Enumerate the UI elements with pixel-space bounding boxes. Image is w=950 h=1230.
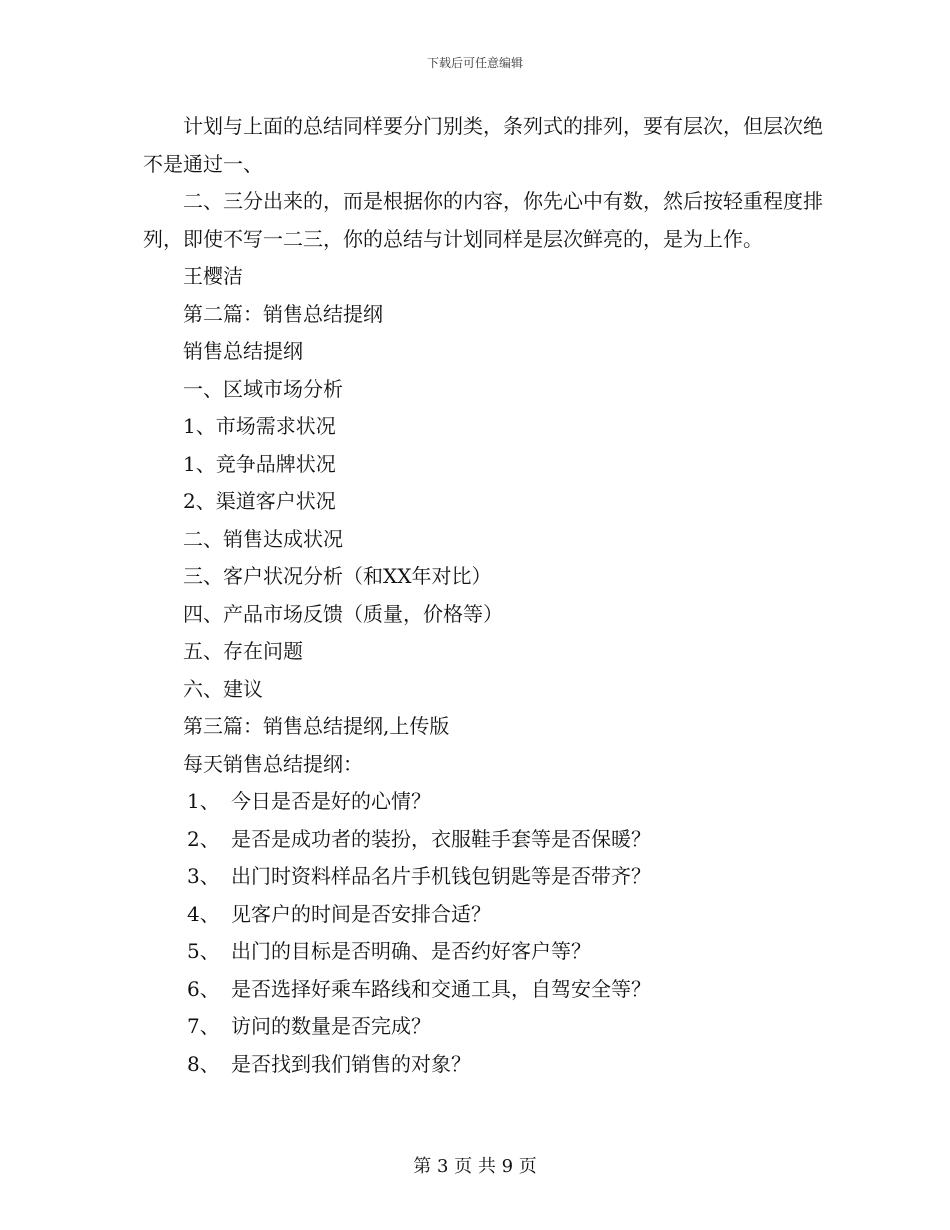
page-header: 下载后可任意编辑: [426, 56, 523, 70]
outline-item: 2、渠道客户状况: [183, 489, 336, 513]
document-body: [143, 108, 823, 1083]
checklist-item: [143, 971, 823, 1009]
paragraph: 二、三分出来的，而是根据你的内容，你先心中有数，然后按轻重程度排列，即使不写一二三，你的总结与计划同样是层次鲜亮的，是为上作。: [143, 189, 823, 251]
outline-item: 一、区域市场分析: [183, 376, 343, 401]
outline-item: 1、竞争品牌状况: [183, 451, 336, 476]
item-text: 出门的目标是否明确、是否约好客户等？: [231, 939, 591, 963]
item-number: 3、: [187, 864, 220, 888]
item-number: 7、: [187, 1014, 220, 1038]
checklist-item: [143, 896, 823, 934]
item-text: 访问的数量是否完成？: [231, 1014, 431, 1038]
checklist-item: [143, 1008, 823, 1046]
item-text: 是否是成功者的装扮，衣服鞋手套等是否保暖？: [231, 826, 651, 851]
item-number: 4、: [187, 901, 220, 926]
outline-item: 四、产品市场反馈（质量，价格等）: [183, 601, 503, 626]
section-title: 第二篇：销售总结提纲: [183, 301, 383, 326]
item-text: 是否选择好乘车路线和交通工具，自驾安全等？: [231, 976, 651, 1001]
checklist: [143, 783, 823, 1083]
item-text: 出门时资料样品名片手机钱包钥匙等是否带齐？: [231, 864, 651, 888]
checklist-title: 每天销售总结提纲：: [183, 751, 363, 776]
outline-item: 五、存在问题: [183, 639, 303, 663]
outline-item: 三、客户状况分析（和XX年对比）: [183, 564, 492, 588]
checklist-item: [143, 933, 823, 971]
page-footer: 第 3 页 共 9 页: [413, 1156, 537, 1177]
checklist-item: [143, 821, 823, 859]
checklist-item: [143, 783, 823, 821]
item-number: 1、: [187, 789, 220, 813]
author-name: 王樱洁: [183, 264, 243, 288]
item-text: 今日是否是好的心情？: [231, 789, 431, 813]
item-number: 5、: [187, 939, 220, 963]
item-number: 2、: [187, 826, 220, 851]
outline-item: 六、建议: [183, 676, 263, 701]
section-title: 第三篇：销售总结提纲,上传版: [183, 714, 450, 738]
item-number: 8、: [187, 1051, 220, 1076]
paragraph: 计划与上面的总结同样要分门别类，条列式的排列，要有层次，但层次绝不是通过一、: [143, 114, 823, 176]
outline-item: 1、市场需求状况: [183, 414, 336, 438]
item-number: 6、: [187, 976, 220, 1001]
outline-item: 二、销售达成状况: [183, 526, 343, 551]
checklist-item: [143, 1046, 823, 1084]
item-text: 是否找到我们销售的对象？: [231, 1051, 471, 1076]
item-text: 见客户的时间是否安排合适？: [231, 901, 491, 926]
checklist-item: [143, 858, 823, 896]
outline-title: 销售总结提纲: [183, 339, 303, 363]
